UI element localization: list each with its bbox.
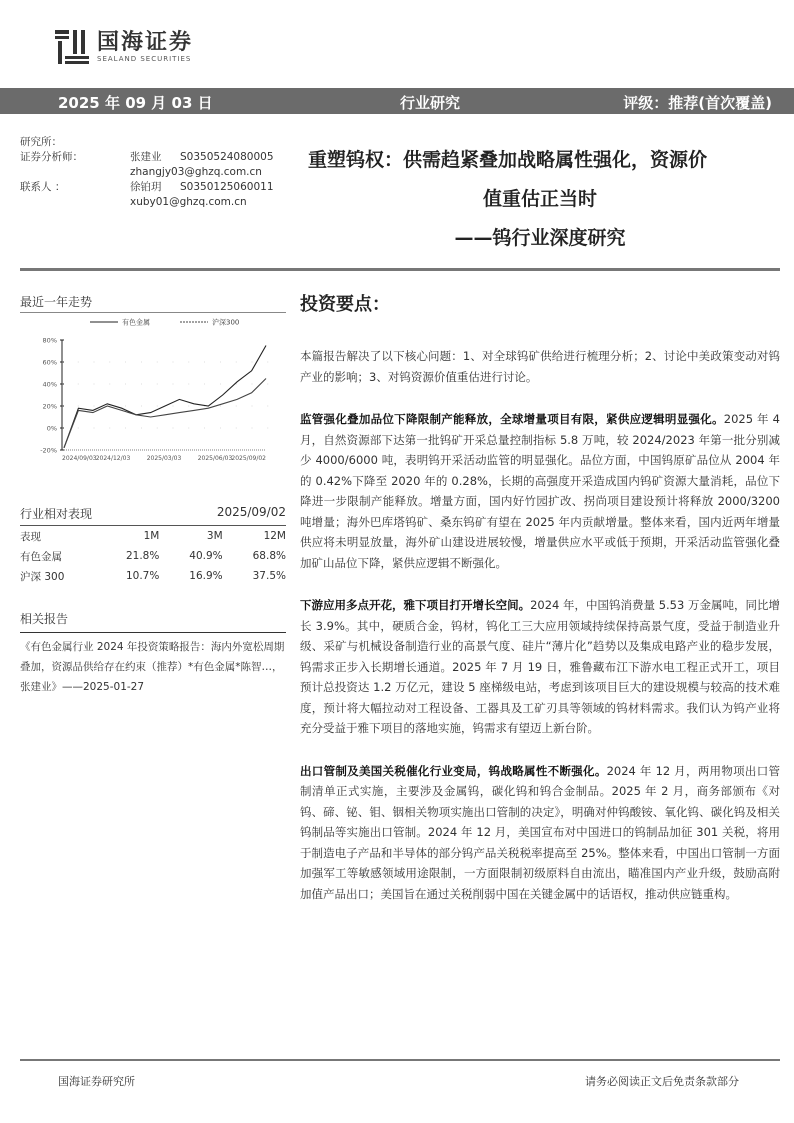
cell-value: 37.5% (252, 570, 286, 582)
y-tick-label: 80% (42, 336, 57, 345)
performance-date: 2025/09/02 (216, 505, 286, 519)
table-row (20, 546, 286, 566)
chart-legend (90, 318, 239, 327)
relative-performance (20, 505, 286, 586)
col-header: 12M (263, 530, 286, 542)
related-heading: 相关报告 (20, 610, 286, 633)
paragraph-body: 2025 年 4 月，自然资源部下达第一批钨矿开采总量控制指标 5.8 万吨，较 2024/2023 年第一批分别减少 4000/6000 吨，表明钨开采活动监管的明显强化。品位方面，中国钨原矿品位从 2004 年的 0.42%下降至 2020 年的 0.28%，长期的高强度开采造成国内钨矿资源大量消耗，品位下降进一步限制产能释放。增量方面，国内好竹园扩改、拐尚项目建设预计将释放 2000/3200 吨增量；海外巴库塔钨矿、桑东钨矿有望在 2025 年内贡献增量。整体来看，国内近两年增量供应将未明显放量，海外矿山建设进展较慢，增量供应水平或低于预期，开采活动监管强化叠加矿山品位下降，紧供应逻辑不断强化。 (300, 412, 780, 570)
analyst-email[interactable]: zhangjy03@ghzq.com.cn (130, 166, 262, 178)
contact-email[interactable]: xuby01@ghzq.com.cn (130, 196, 247, 208)
y-tick-label: 0% (46, 424, 57, 433)
highlights-heading: 投资要点： (300, 294, 390, 315)
row-label: 有色金属 (20, 550, 62, 563)
logo-name-en: SEALAND SECURITIES (97, 55, 192, 63)
y-tick-label: 40% (42, 380, 57, 389)
x-tick-label: 2025/03/03 (146, 455, 182, 462)
title-divider (20, 268, 780, 271)
x-tick-label: 2025/09/02 (231, 455, 266, 462)
report-date: 2025 年 09 月 03 日 (58, 94, 213, 112)
paragraph-body: 2024 年 12 月，两用物项出口管制清单正式实施，主要涉及金属钨，碳化钨和钨合金制品。2025 年 2 月，商务部颁布《对钨、碲、铋、钼、铟相关物项实施出口管制的决定》，明确对仲钨酸铵、氧化钨、碳化钨及相关钨制品等实施出口管制。2024 年 12 月，美国宣布对中国进口的钨制品加征 301 关税，将用于制造电子产品和半导体的部分钨产品关税税率提高至 25%。整体来看，中国出口管制一方面加强军工等敏感领域用途限制，一方面限制初级原料自由流出，瞄准国内产业升级，鼓励高附加值产品出口；美国旨在通过关税削弱中国在关键金属中的话语权，推动供应链重构。 (300, 763, 780, 901)
related-reports (20, 610, 286, 697)
footer-divider (20, 1059, 780, 1061)
footer-disclaimer: 请务必阅读正文后免责条款部分 (585, 1075, 739, 1088)
logo-mark-icon (55, 30, 89, 64)
paragraph-lead: 出口管制及美国关税催化行业变局，钨战略属性不断强化。 (300, 763, 607, 778)
cell-value: 16.9% (189, 570, 223, 582)
related-report-link[interactable]: 《有色金属行业 2024 年投资策略报告：海内外宽松周期叠加，资源品供给存在约束（推荐）*有色金属*陈智…，张建业》——2025-01-27 (20, 641, 285, 693)
y-tick-label: 60% (42, 358, 57, 367)
contact-name: 徐铂玥 (130, 181, 162, 193)
row-label: 沪深 300 (20, 570, 65, 583)
col-header: 表现 (20, 530, 41, 543)
report-rating: 评级：推荐(首次覆盖) (623, 94, 772, 112)
col-header: 3M (206, 530, 223, 542)
x-tick-label: 2025/06/03 (197, 455, 233, 462)
cell-value: 21.8% (125, 550, 160, 562)
institute-label: 研究所： (20, 136, 62, 148)
legend-label: 沪深300 (212, 318, 240, 327)
analyst-label: 证券分析师： (20, 151, 83, 163)
chart-axes (40, 337, 274, 463)
trend-heading: 最近一年走势 (20, 295, 93, 309)
paragraph-lead: 监管强化叠加品位下降限制产能释放，全球增量项目有限，紧供应逻辑明显强化。 (300, 412, 724, 426)
paragraph-body: 2024 年，中国钨消费量 5.53 万金属吨，同比增长 3.9%。其中，硬质合金，钨材，钨化工三大应用领域持续保持高景气度，受益于制造业升级、采矿与机械设备制造行业的高景气度、硅片“薄片化”趋势以及集成电路产业的稳步发展，钨需求正步入长期增长通道。2025 年 7 月 19 日，雅鲁藏布江下游水电工程正式开工，项目预计总投资达 1.2 万亿元，建设 5 座梯级电站，考虑到该项目巨大的建设规模与较高的技术难度，预计将大幅拉动对工程设备、工器具及工矿刃具等领域的钨材料需求。我们认为钨产业将充分受益于雅下项目的落地实施，钨需求有望迈上新台阶。 (300, 598, 781, 735)
legend-label: 有色金属 (122, 318, 150, 327)
x-tick-label: 2024/12/03 (95, 455, 131, 462)
y-tick-label: 20% (42, 402, 57, 411)
paragraph-demand (300, 595, 780, 739)
logo-name-cn: 国海证券 (97, 30, 194, 55)
cell-value: 10.7% (125, 570, 160, 582)
analyst-info (20, 135, 274, 210)
series-line-nonferrous (64, 346, 266, 448)
intro-paragraph: 本篇报告解决了以下核心问题：1、对全球钨矿供给进行梳理分析；2、讨论中美政策变动对钨产业的影响；3、对钨资源价值重估进行讨论。 (300, 349, 780, 384)
y-tick-label: -20% (40, 446, 57, 455)
performance-heading: 行业相对表现 (20, 507, 93, 521)
report-title (300, 145, 780, 250)
col-header: 1M (143, 530, 160, 542)
table-row (20, 566, 286, 586)
table-header-row (20, 526, 286, 546)
paragraph-supply (300, 409, 780, 573)
contact-label: 联系人 ： (20, 181, 66, 193)
cell-value: 40.9% (189, 550, 223, 562)
x-tick-label: 2024/09/03 (62, 455, 97, 462)
series-line-csi300 (64, 379, 266, 448)
cell-value: 68.8% (252, 550, 286, 562)
chart-lines (64, 346, 266, 448)
contact-id: S0350125060011 (180, 181, 274, 193)
company-logo (55, 30, 193, 64)
title-line-2: 值重估正当时 (482, 188, 597, 210)
analyst-name: 张建业 (130, 151, 162, 163)
title-line-1: 重塑钨权：供需趋紧叠加战略属性强化，资源价 (308, 149, 708, 171)
investment-highlights (300, 290, 780, 926)
report-type: 行业研究 (400, 94, 461, 112)
paragraph-policy (300, 761, 780, 905)
trend-chart (20, 310, 286, 470)
paragraph-lead: 下游应用多点开花，雅下项目打开增长空间。 (300, 598, 531, 612)
footer-institute: 国海证券研究所 (58, 1075, 135, 1088)
report-header-bar (0, 88, 794, 114)
title-subtitle: ——钨行业深度研究 (454, 227, 626, 249)
analyst-id: S0350524080005 (180, 151, 274, 163)
